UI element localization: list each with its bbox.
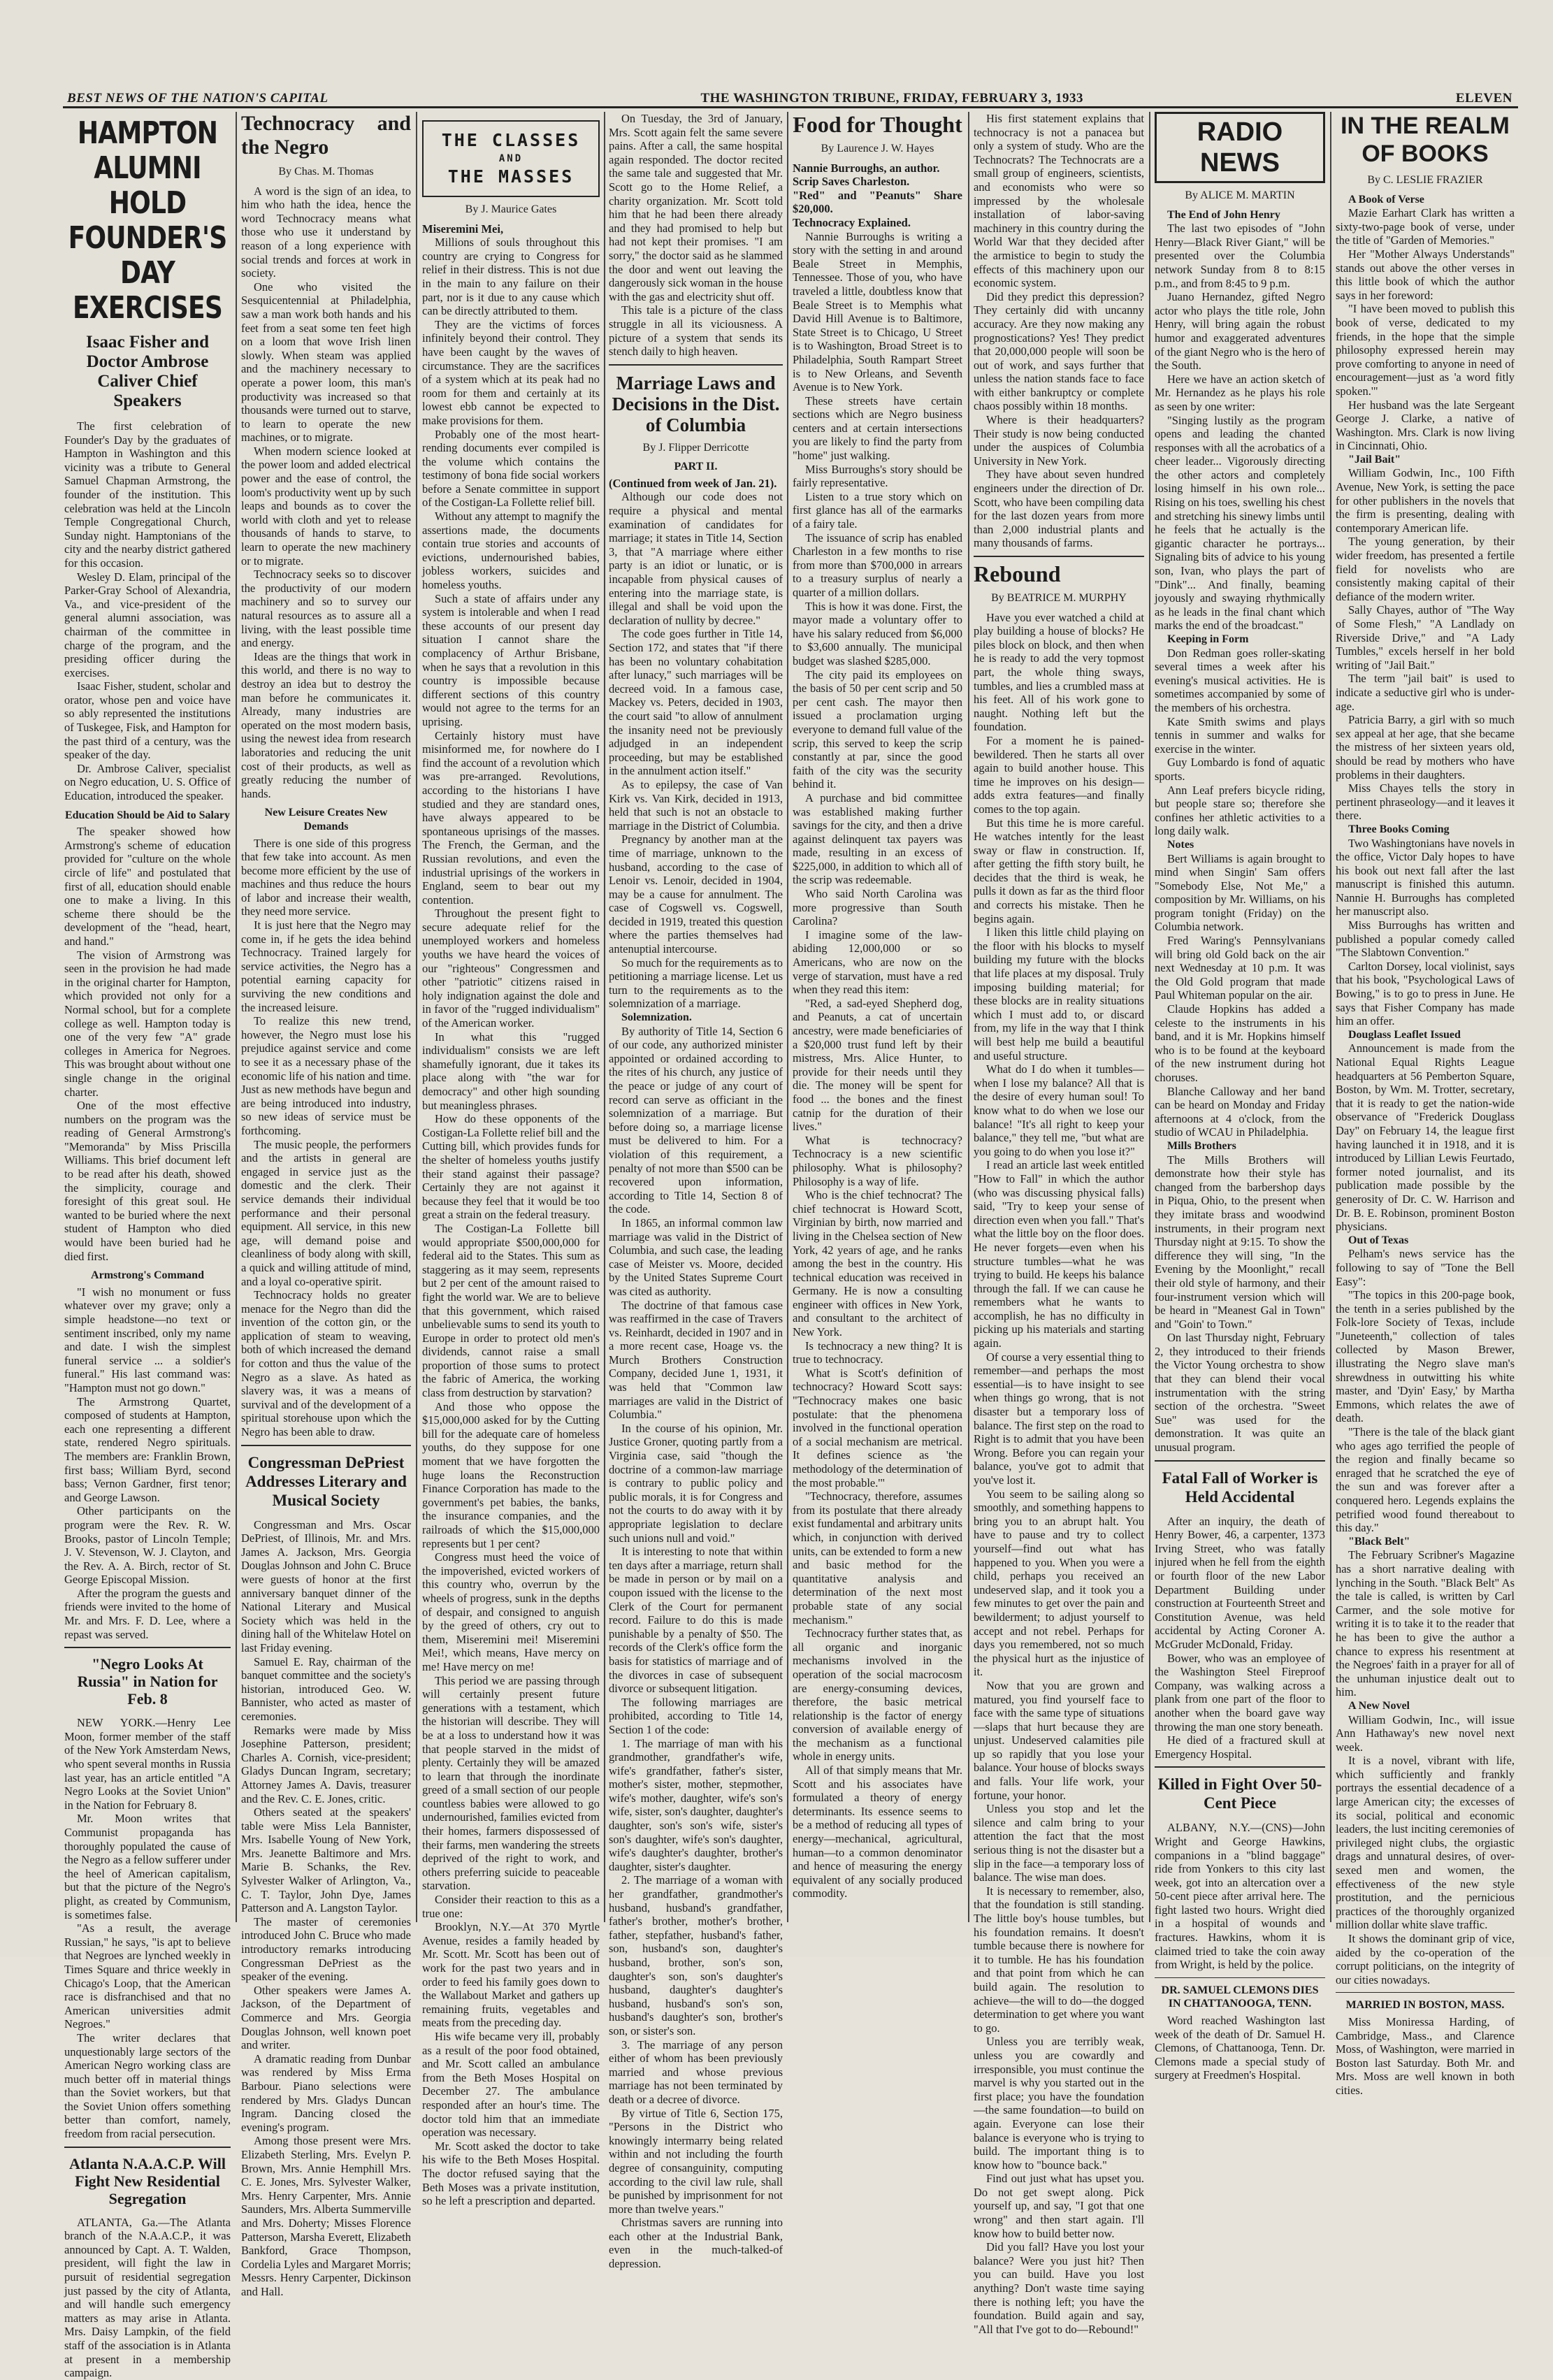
paragraph: His first statement explains that technocracy is not a panacea but only a system of study. Who are the Technocrats? The Technocrats are a small group of engineers, scientists, and economists who were so impressed by the wholesale installation of labor-saving machinery in this country during the World War that they decided after the armistice to begin to study the effects of this machinery upon our economic system. (974, 112, 1144, 290)
paragraph: Did they predict this depression? They certainly did with uncanny accuracy. Are they now making any prognostications? Yes! They predict that 20,000,000 people will soon be out of work, and says further that unless the nation stands face to face with either bankruptcy or complete chaos possibly within 18 months. (974, 289, 1144, 413)
paragraph: On Tuesday, the 3rd of January, Mrs. Scott again felt the same severe pains. After a call, the same hospital again responded. The doctor recited the same tale and suggested that Mr. Scott go to the Home Relief, a charity organization. Mr. Scott told him that he had been there already and they had promised to help but had not kept their promises. "I am sorry," the doctor said as he slammed the door and went out leaving the dangerously sick woman in the house with the gas and electricity shut off. (609, 112, 783, 303)
paragraph: Probably one of the most heart-rending documents ever compiled is the volume which contains the testimony of bona fide social workers before a Senate committee in support of the Costigan-La Follette relief bill. (422, 427, 600, 510)
paragraph: The young generation, by their wider freedom, has presented a fertile field for novelists who are consistently making capital of their defiance of the modern writer. (1336, 535, 1515, 603)
paragraph: Samuel E. Ray, chairman of the banquet committee and the society's historian, introduced Geo. W. Bannister, who acted as master of ceremonies. (241, 1654, 411, 1723)
column-rule (968, 112, 969, 1922)
paragraph: It shows the dominant grip of vice, aided by the co-operation of the corrupt politicians, on the integrity of our cities nowadays. (1336, 1932, 1515, 1986)
column-hampton (64, 112, 231, 2380)
paragraph: There is one side of this progress that few take into account. As men become more efficient by the use of machines and thus reduce the hours of labor and increase their wealth, they need more service. (241, 836, 411, 918)
paragraph: I liken this little child playing on the floor with his blocks to myself building my future with the blocks that life places at my disposal. Truly imposing building material; for these blocks are in reality situations which I must add to, or discard from, my life in the way that I think will best help me build a beautiful and useful structure. (974, 925, 1144, 1062)
section-title: New Leisure Creates New Demands (264, 807, 388, 832)
paragraph: Her husband was the late Sergeant George J. Clarke, a native of Washington. Mrs. Clark is now living in Cincinnati, Ohio. (1336, 398, 1515, 453)
paragraph: It is interesting to note that within ten days after a marriage, return shall be made in person or by mail on a coupon issued with the license to the Clerk of the Court for permanent record. Failure to do this is made punishable by a penalty of $50. The records of the Clerk's office form the basis for statistics of marriage and of the divorces in case of subsequent divorce or subsequent litigation. (609, 1545, 783, 1696)
paragraph: Unless you stop and let the silence and calm bring to your attention the fact that the most serious thing is not the disaster but a slip in the face—a temporary loss of balance. The wise man does. (974, 1802, 1144, 1884)
subhead-hampton: Isaac Fisher and Doctor Ambrose Caliver Chief Speakers (86, 333, 209, 410)
byline: By J. Maurice Gates (465, 203, 557, 215)
headline-and: AND (498, 153, 523, 164)
paragraph: The following marriages are prohibited, according to Title 14, Section 1 of the code: (609, 1695, 783, 1736)
paragraph: But this time he is more careful. He watches intently for the least sway or flaw in construction. If, after getting the fifth story built, he decides that the third is weak, he pulls it down as far as the third floor and corrects his mistake. Then he begins again. (974, 816, 1144, 925)
paragraph: He died of a fractured skull at Emergency Hospital. (1155, 1733, 1325, 1761)
paragraph: The Armstrong Quartet, composed of students at Hampton, each one representing a different state, rendered Negro spirituals. The members are: Franklin Brown, first bass; William Byrd, second bass; Vernon Gardner, first tenor; and George Lawson. (64, 1394, 231, 1504)
divider (974, 556, 1144, 557)
paragraph: Certainly history must have misinformed me, for nowhere do I find the account of a revolution which was pre-arranged. Revolutions, according to the historians I have studied and they are standard ones, have always appeared to be spontaneous uprisings of the masses. The French, the German, and the Russian revolutions, and even the industrial uprisings of the workers in England, seem to bear out my contention. (422, 728, 600, 907)
column-rule (1149, 112, 1150, 1922)
paragraph: Bower, who was an employee of the Washington Steel Fireproof Company, was walking across a plank from one part of the floor to another when the board gave way throwing the man one story beneath. (1155, 1651, 1325, 1733)
paragraph: The master of ceremonies introduced John C. Bruce who made introductory remarks introducing Congressman DePriest as the speaker of the evening. (241, 1914, 411, 1984)
paragraph: Is technocracy a new thing? It is true to technocracy. (793, 1339, 962, 1366)
column-classes-masses (422, 112, 600, 2208)
paragraph: Who is the chief technocrat? The chief technocrat is Howard Scott, Virginian by birth, now married and living in the Chelsea section of New York, 42 years of age, and he ranks among the best in the country. His technical education was received in Germany. He is now a consulting engineer with offices in New York, and consultant to the architect of New York. (793, 1188, 962, 1339)
paragraph: In 1865, an informal common law marriage was valid in the District of Columbia, and such case, the leading case of Meister vs. Moore, decided by the United States Supreme Court was cited as authority. (609, 1216, 783, 1298)
masthead-center: THE WASHINGTON TRIBUNE, FRIDAY, FEBRUARY 3, 1933 (700, 91, 1083, 106)
article-body-hampton (64, 419, 231, 1641)
paragraph: The doctrine of that famous case was reaffirmed in the case of Travers vs. Reinhardt, decided in 1907 and in a more recent case, Hoage vs. the Murch Brothers Construction Company, decided June 1, 1931, it was held that "Common law marriages are valid in the District of Columbia." (609, 1298, 783, 1422)
section-title: Solemnization. (621, 1011, 692, 1024)
paragraph: The vision of Armstrong was seen in the provision he had made in the original charter for Hampton, which provided not only for a Normal school, but for a complete college as well. Hampton today is one of the very few "A" grade colleges in America for Negroes. This was brought about without one single change in the original charter. (64, 948, 231, 1099)
paragraph: Bert Williams is again brought to mind when Singin' Sam offers "Somebody Else, Not Me," a composition by Mr. Williams, on his program tonight (Friday) on the Columbia network. (1155, 851, 1325, 934)
byline: By Laurence J. W. Hayes (821, 143, 934, 154)
paragraph: Although our code does not require a physical and mental examination of candidates for marriage; it states in Title 14, Section 3, that "A marriage where either party is an idiot or lunatic, or is incapable from physical causes of entering into the marriage state, is illegal and shall be void upon the declaration of nullity by decree." (609, 490, 783, 627)
page-number: ELEVEN (1455, 91, 1512, 106)
paragraph: This tale is a picture of the class struggle in all its viciousness. A picture of a system that sends its stench daily to high heaven. (609, 303, 783, 359)
section-title: Three Books Coming (1348, 823, 1450, 835)
headline-technocracy: Technocracy and the Negro (241, 112, 411, 159)
paragraph: The first celebration of Founder's Day by the graduates of Hampton in Washington and this vicinity was a tribute to General Samuel Chapman Armstrong, the founder of the institution. This celebration was held at the Lincoln Temple Congregational Church, Sunday night. Hamptonians of the city and the nearby district gathered for this occasion. (64, 419, 231, 570)
paragraph: Such a state of affairs under any system is intolerable and when I read these accounts of our present day situation I cannot share the complacency of Arthur Brisbane, when he says that a revolution in this country is impossible because different sections of this country would not agree to the terms for an uprising. (422, 591, 600, 728)
headline-line: THE MASSES (447, 166, 575, 187)
paragraph: Christmas savers are running into each other at the Industrial Bank, even in the much-talked-of depression. (609, 2216, 783, 2271)
paragraph: Of course a very essential thing to remember—and perhaps the most essential—is to have insight to see when things go wrong, that is not disaster but a temporary loss of balance. The first step on the road to Right is to admit that you have been Wrong. Before you can regain your balance, you've got to admit that you've lost it. (974, 1350, 1144, 1487)
lead-item: "Red" and "Peanuts" Share $20,000. (793, 188, 962, 216)
section-title: Douglass Leaflet Issued (1348, 1028, 1461, 1041)
paragraph: Miss Chayes tells the story in pertinent phraseology—and it leaves it there. (1336, 781, 1515, 823)
paragraph: "The topics in this 200-page book, the tenth in a series published by the Folk-lore Society of Texas, include "Juneteenth," collection of tales collected by Mason Brewer, illustrating the Negro slave man's shrewdness in outwitting his white master, and 'Dyin' Easy,' by Martha Emmons, which relates the awe of death. (1336, 1288, 1515, 1425)
paragraph: "As a result, the average Russian," he says, "is apt to believe that Negroes are lynched weekly in Times Square and thrice weekly in Chicago's Loop, that the American race is disfranchised and that no American universities admit Negroes." (64, 1921, 231, 2031)
paragraph: Millions of souls throughout this country are crying to Congress for relief in their distress. This is not due in the main to any failure on their part, nor is it due to any cause which can be directly attributed to them. (422, 236, 600, 318)
headline-rebound: Rebound (974, 561, 1061, 586)
part-label: PART II. (674, 461, 718, 473)
paragraph: "Red, a sad-eyed Shepherd dog, and Peanuts, a cat of uncertain ancestry, were made beneficiaries of a $20,000 trust fund left by their mistress, Mrs. Alice Hunter, to provide for their needs until they die. The money will be spent for food ... the bones and the finest catnip for the duration of their lives." (793, 996, 962, 1134)
paragraph: In what this "rugged individualism" consists we are left shamefully ignorant, due it takes its place along with "the war for democracy" and other high sounding but meaningless phrases. (422, 1030, 600, 1112)
paragraph: Among those present were Mrs. Elizabeth Sterling, Mrs. Evelyn P. Brown, Mrs. Annie Hemphill Mrs. C. E. Jones, Mrs. Sylvester Walker, Mrs. Henry Carpenter, Mrs. Annie Saunders, Mrs. Alberta Summerville and Mrs. Doherty; Misses Florence Patterson, Marsha Everett, Elizabeth Bankford, Grace Thompson, Cordelia Lyles and Margaret Morris; Messrs. Henry Carpenter, Dickinson and Hall. (241, 2134, 411, 2298)
paragraph: Guy Lombardo is fond of aquatic sports. (1155, 756, 1325, 783)
paragraph: Have you ever watched a child at play building a house of blocks? He piles block on block, and then when he is ready to add the very topmost part, the whole thing sways, tumbles, and lies a crumbled mass at his feet. All of his work gone to naught. Nothing left but the foundation. (974, 610, 1144, 734)
column-rule (1330, 112, 1331, 1922)
section-title: The End of John Henry (1167, 208, 1280, 221)
paragraph: One of the most effective numbers on the program was the reading of General Armstrong's "Memoranda" by Miss Priscilla Williams. This brief document left to be read after his death, showed the simplicity, courage and foresight of this great soul. He wanted to be buried where the next student of Hampton who died would have been buried had he died first. (64, 1099, 231, 1263)
paragraph: The city paid its employees on the basis of 50 per cent scrip and 50 per cent cash. The mayor then issued a proclamation urging everyone to demand full value of the scrip, this served to keep the scrip constantly at par, since the good faith of the city was the security behind it. (793, 668, 962, 791)
paragraph: "There is the tale of the black giant who ages ago terrified the people of the region and finally became so enraged that he scratched the eye of the sun and was forever after a conquered hero. Legends explains the petrified wood found thereabout to this day." (1336, 1425, 1515, 1535)
paragraph: NEW YORK.—Henry Lee Moon, former member of the staff of the New York Amsterdam News, who spent several months in Russia last year, has an article entitled "A Negro Looks at the Soviet Union" in the Nation for February 8. (64, 1716, 231, 1812)
paragraph: Wesley D. Elam, principal of the Parker-Gray School of Alexandria, Va., and vice-president of the general alumni association, was chairman of the committee in charge of the program, and the presiding officer during the exercises. (64, 570, 231, 679)
column-rule (236, 112, 237, 1922)
paragraph: In the course of his opinion, Mr. Justice Groner, quoting partly from a Virginia case, said "though the doctrine of a common-law marriage is contrary to public policy and public morals, it is for Congress and not the courts to do away with it by appropriate legislation to declare such unions null and void." (609, 1421, 783, 1545)
divider (64, 1647, 231, 1648)
divider (241, 1445, 411, 1446)
paragraph: Without any attempt to magnify the assertions made, the documents contain true stories and accounts of evictions, undernourished babies, jobless workers, suicides and homeless youths. (422, 510, 600, 592)
paragraph: It is just here that the Negro may come in, if he gets the idea behind Technocracy. Trained largely for service activities, the Negro has a potential earning capacity for surviving the new conditions and the increased leisure. (241, 918, 411, 1014)
paragraph: Mr. Moon writes that Communist propaganda has thoroughly populated the cause of the Negro as a fellow sufferer under the heel of American capitalism, but that the picture of the Negro's plight, as created by Communism, is sometimes false. (64, 1812, 231, 1921)
paragraph: Pelham's news service has the following to say of "Tone the Bell Easy": (1336, 1247, 1515, 1288)
byline: By J. Flipper Derricotte (642, 441, 749, 454)
lead-item: Nannie Burroughs, an author. (793, 161, 940, 175)
divider (1155, 1977, 1325, 1978)
headline-line: THE CLASSES (441, 130, 581, 150)
paragraph: The Costigan-La Follette bill would appropriate $500,000,000 for federal aid to the States. This sum as staggering as it may seem, represents but 2 per cent of the amount raised to fight the world war. We are to believe that this government, which raised unbelievable sums to send its youth to Europe in order to protect old men's dividends, cannot raise a small proportion of those sums to protect the fabric of America, the working class from destruction by starvation? (422, 1221, 600, 1400)
paragraph: On last Thursday night, February 2, they introduced to their friends the Victor Young orchestra to show that they can blend their vocal instrumentation with the string section of the orchestra. "Sweet Sue" was used for the demonstration. It was quite an unusual program. (1155, 1331, 1325, 1455)
dateline: Miseremini Mei, (422, 222, 504, 236)
paragraph: The term "jail bait" is used to indicate a seductive girl who is under-age. (1336, 672, 1515, 713)
section-title: Mills Brothers (1167, 1139, 1236, 1152)
paragraph: ALBANY, N.Y.—(CNS)—John Wright and George Hawkins, companions in a "blind baggage" ride from Yonkers to this city last week, got into an altercation over a 50-cent piece after arrival here. The fight lasted two hours. Wright died in a hospital of wounds and fractures. Hawkins, whom it is claimed tried to take the coin away from Wright, is held by the police. (1155, 1821, 1325, 1972)
paragraph: And those who oppose the $15,000,000 asked for by the Cutting bill for the adequate care of homeless youths, do they suppose for one moment that we have forgotten the huge loans the Reconstruction Finance Corporation has made to the government's pet babies, the banks, the insurance companies, and the railroads of which the $15,000,000 represents but 1 per cent? (422, 1399, 600, 1550)
paragraph: Did you fall? Have you lost your balance? Were you just hit? Then you can build. Have you lost anything? Don't waste time saying there is nothing left; you have the foundation. Build again and say, "All that I've got to do—Rebound!" (974, 2240, 1144, 2336)
paragraph: "I wish no monument or fuss whatever over my grave; only a simple headstone—no text or sentiment inscribed, only my name and date. I wish the simplest funeral service ... a soldier's funeral." His last command was: "Hampton must not go down." (64, 1285, 231, 1394)
paragraph: It is a novel, vibrant with life, which sufficiently and frankly portrays the essential decadence of a large American city; the excesses of its social, political and economic leaders, the lust inciting ceremonies of privileged night clubs, the orgiastic drags and unnatural desires, of over-sexed men and women, the effectiveness of the new style prostitution, and the pernicious practices of the thoroughly organized million dollar white slave traffic. (1336, 1754, 1515, 1932)
headline-radio-news: RADIO NEWS (1155, 112, 1325, 183)
paragraph: Technocracy further states that, as all organic and inorganic mechanisms involved in the operation of the social macrocosm are energy-consuming devices, therefore, the basic metrical relationship is the factor of energy conversion of available energy of the mechanism as a functional whole in energy units. (793, 1627, 962, 1764)
paragraph: Others seated at the speakers' table were Miss Lela Bannister, Mrs. Isabelle Young of New York, Mrs. Jeanette Baltimore and Mrs. Marie B. Schanks, the Rev. Sylvester Walker of Arlington, Va., C. T. Taylor, John Dye, James Patterson and A. Langston Taylor. (241, 1805, 411, 1915)
paragraph: Technocracy holds no greater menace for the Negro than did the invention of the cotton gin, or the application of steam to weaving, both of which increased the demand for cotton and thus the value of the Negro as a slave. As hated as slavery was, it was a means of survival and of the development of a spiritual storehouse upon which the Negro has been able to draw. (241, 1288, 411, 1439)
paragraph: The speaker showed how Armstrong's scheme of education provided for "culture on the whole circle of life" and postulated that first of all, education should enable one to make a living. In this scheme there should be the development of the "head, heart, and hand." (64, 825, 231, 948)
paragraph: Announcement is made from the National Equal Rights League headquarters at 56 Pemberton Square, Boston, by Wm. M. Trotter, secretary, that it is ready to get the nation-wide observance of "Frederick Douglass Day" on February 14, the league first having launched it in 1918, and it is introduced by Lillian Lewis Feurtado, former noted journalist, and its publication made possible by the generosity of Dr. C. W. Harrison and Dr. B. E. Robinson, prominent Boston physicians. (1336, 1041, 1515, 1234)
paragraph: I read an article last week entitled "How to Fall" in which the author (who was discussing physical falls) said, "Try to keep your sense of direction even when you fall." That's what the little boy on the floor does. He never forgets—even when his structure tumbles—what he was trying to build. He keeps his balance through the fall. If we can cause he remembers what he wants to accomplish, he has no difficulty in picking up his materials and starting again. (974, 1158, 1144, 1350)
paragraph: They are the victims of forces infinitely beyond their control. They have been caught by the waves of circumstance. They are the sacrifices of a system which at its peak had no room for them and certainly at its lowest ebb cannot be expected to make provisions for them. (422, 317, 600, 427)
section-title: Armstrong's Command (91, 1269, 204, 1282)
paragraph: Brooklyn, N.Y.—At 370 Myrtle Avenue, resides a family headed by Mr. Scott. Mr. Scott has been out of work for the past two years and in order to feed his family goes down to the Wallabout Market and gathers up remaining fruits, vegetables and meats from the preceding day. (422, 1920, 600, 2030)
paragraph: One who visited the Sesquicentennial at Philadelphia, saw a man work both hands and his feet from a seat some ten feet high on a loom that wove Irish linen slowly. When steam was applied and the machinery necessary to operate a power loom, this man's productivity was increased so that thousands were turned out to starve, to learn to operate the new machines, or to migrate. (241, 280, 411, 445)
paragraph: Technocracy seeks so to discover the productivity of our modern machinery and so to survey our natural resources as to assure all a living, with the least possible time and energy. (241, 568, 411, 650)
paragraph: What is technocracy? Technocracy is a new scientific philosophy. What is philosophy? Philosophy is a way of life. (793, 1133, 962, 1188)
paragraph: All of that simply means that Mr. Scott and his associates have formulated a theory of energy determinants. Its essence seems to be a method of reducing all types of energy—mechanical, agricultural, human—to a common denominator and hence of measuring the energy equivalent of any socially produced commodity. (793, 1764, 962, 1901)
paragraph: Claude Hopkins has added a celeste to the instruments in his band, and it is Mr. Hopkins himself who is to be found at the keyboard of the new instrument during hot choruses. (1155, 1002, 1325, 1084)
top-rule (63, 106, 1518, 108)
headline-classes-masses (422, 120, 600, 197)
paragraph: His wife became very ill, probably as a result of the poor food obtained, and Mr. Scott called an ambulance from the Beth Moses Hospital on December 27. The ambulance responded after an hour's time. The doctor told him that an immediate operation was necessary. (422, 2029, 600, 2140)
paragraph: Carlton Dorsey, local violinist, says that his book, "Psychological Laws of Bowing," is to go to press in June. He says that Fisher Company has made him an offer. (1336, 959, 1515, 1028)
divider (1155, 1460, 1325, 1462)
paragraph: Consider their reaction to this as a true one: (422, 1893, 600, 1920)
paragraph: Who said North Carolina was more progressive than South Carolina? (793, 887, 962, 928)
paragraph: The Mills Brothers will demonstrate how their style has changed from the barbershop days in Piqua, Ohio, to the present when they imitate brass and woodwind instruments, in their program next Thursday night at 9:15. To show the difference they will sing, "In the Evening by the Moonlight," recall their old style of harmony, and their four-instrument version which will be heard in "Meanest Gal in Town" and "Goin' to Town." (1155, 1153, 1325, 1331)
column-rule (604, 112, 605, 1922)
paragraph: Where is their headquarters? Their study is now being conducted under the auspices of Columbia University in New York. (974, 413, 1144, 468)
paragraph: After the program the guests and friends were invited to the home of Mr. and Mrs. F. D. Lee, where a repast was served. (64, 1586, 231, 1641)
column-realm-of-books (1336, 112, 1515, 2097)
paragraph: A dramatic reading from Dunbar was rendered by Miss Erma Barbour. Piano selections were rendered by Mrs. Gladys Duncan Ingram. Dancing closed the evening's program. (241, 2051, 411, 2134)
paragraph: To realize this new trend, however, the Negro must lose his prejudice against service and come to see it as a necessary phase of the economic life of his nation and time. Just as new methods have begun and are being introduced into industry, so new ideas of service must be forthcoming. (241, 1014, 411, 1137)
paragraph: It is necessary to remember, also, that the foundation is still standing. The little boy's house tumbles, but his foundation remains. It doesn't tumble because there is nowhere for it to tumble. He has his foundation and that point from which he can build again. The resolution to achieve—the will to do—the dogged determination to get where you want to go. (974, 1884, 1144, 2035)
paragraph: For a moment he is pained-bewildered. Then he starts all over again to build another house. This time he improves on his design—adds extra features—and finally comes to the top again. (974, 733, 1144, 816)
paragraph: After an inquiry, the death of Henry Bower, 46, a carpenter, 1373 Irving Street, who was fatally injured when he fell from the eighth or fourth floor of the new Labor Department Building under construction at Fourteenth Street and Constitution Avenue, was held accidental by Acting Coroner A. McGruder McDonald, Friday. (1155, 1514, 1325, 1651)
paragraph: The issuance of scrip has enabled Charleston in a few months to rise from more than $700,000 in arrears to a treasury surplus of nearly a quarter of a million dollars. (793, 531, 962, 599)
column-rule (787, 112, 788, 1922)
paragraph: Find out just what has upset you. Do not get swept along. Pick yourself up, and say, "I got that one wrong" and then start again. I'll know how to build better now. (974, 2172, 1144, 2240)
paragraph: Ideas are the things that work in this world, and there is no way to destroy an idea but to destroy the man before he communicates it. Already, many industries are operated on the most modern basis, using the newest idea from research laboratories and reducing the unit cost of their products, as well as greatly reducing the number of hands. (241, 649, 411, 800)
paragraph: Don Redman goes roller-skating several times a week after his evening's musical activities. He is sometimes accompanied by some of the members of his orchestra. (1155, 646, 1325, 714)
divider (64, 2147, 231, 2148)
section-title: Out of Texas (1348, 1234, 1409, 1246)
paragraph: Unless you are terribly weak, unless you are cowardly and irresponsible, you must continue the marvel is why you started out in the first place; you have the foundation—the same foundation—to build on again. Everyone can lose their balance is everyone who is trying to build. The important thing is to know how to "bounce back." (974, 2035, 1144, 2172)
paragraph: By virtue of Title 6, Section 175, "Persons in the District who knowingly intermarry being related within and not including the fourth degree of consanguinity, computing according to the civil law rule, shall be punished by imprisonment for not more than twelve years." (609, 2106, 783, 2216)
running-head (67, 78, 1512, 106)
paragraph: A purchase and bid committee was established making further savings for the city, and then a drive against delinquent tax payers was made, resulting in an excess of $225,000, in addition to which all of the scrip was redeemable. (793, 791, 962, 887)
paragraph: Juano Hernandez, gifted Negro actor who plays the title role, John Henry, will bring again the robust humor and exaggerated adventures of the giant Negro who is the hero of the South. (1155, 290, 1325, 373)
paragraph: Here we have an action sketch of Mr. Hernandez as he plays his role as seen by one writer: (1155, 372, 1325, 413)
paragraph: Congress must heed the voice of the impoverished, evicted workers of this country who, overrun by the wheels of progress, sunk in the depths of despair, and consigned to anguish by the greed of others, cry out to them, Miseremini mei! Miseremini Mei!, which means, Have mercy on me! Have mercy on me! (422, 1550, 600, 1673)
paragraph: "Technocracy, therefore, assumes from its postulate that there already exist fundamental and arbitrary units which, in conjunction with derived units, can be extended to form a new and basic method for the quantitative analysis and determination of the next most probable state of any social mechanism." (793, 1490, 962, 1627)
paragraph: They have about seven hundred engineers under the direction of Dr. Scott, who have been compiling data for the last dozen years from more than 2,000 industrial plants and many thousands of farms. (974, 468, 1144, 550)
paragraph: Two Washingtonians have novels in the office, Victor Daly hopes to have his book out next fall after the last manuscript is finished this autumn. Nannie H. Burroughs has completed her manuscript also. (1336, 836, 1515, 918)
paragraph: Nannie Burroughs is writing a story with the setting in and around Beale Street in Memphis, Tennessee. Those of you, who have traveled a little, doubtless know that Beale Street is to Memphis what David Hill Avenue is to Baltimore, State Street is to Chicago, U Street is to Washington, Broad Street is to Philadelphia, South Rampart Street is to New Orleans, and Seventh Avenue is to New York. (793, 229, 962, 394)
paragraph: "Singing lustily as the program opens and leading the chanted responses with all the acrobatics of a cheer leader... Vigorously directing the other actors and completely losing himself in his own role... Rising on his toes, swelling his chest and stretching his sinewy limbs until he feels that he actually is the gigantic character he portrays... Signaling bits of advice to his young son, Ivan, who plays the part of "Dink"... And finally, beaming joyously and swaying rhythmically as he leads in the final chant which marks the end of the broadcast." (1155, 413, 1325, 633)
paragraph: The writer declares that unquestionably large sectors of the American Negro working class are much better off in material things than the Soviet workers, but that the Soviet Union offers something better than comfort, namely, freedom from racial persecution. (64, 2031, 231, 2141)
column-food-for-thought (793, 112, 962, 1922)
paragraph: This is how it was done. First, the mayor made a voluntary offer to have his salary reduced from $6,000 to $3,600 annually. The municipal budget was slashed $285,000. (793, 599, 962, 668)
paragraph: Other participants on the program were the Rev. R. W. Brooks, pastor of Lincoln Temple; J. V. Stevenson, W. J. Clayton, and the Rev. A. A. Birch, rector of St. George Episcopal Mission. (64, 1504, 231, 1587)
section-title: A New Novel (1348, 1699, 1410, 1712)
headline-married-boston: MARRIED IN BOSTON, MASS. (1345, 1999, 1505, 2012)
paragraph: 1. The marriage of man with his grandmother, grandfather's wife, wife's grandfather, father's sister, mother's sister, mother, stepmother, wife's mother, daughter, wife's son's wife, sister, son's daughter, daughter's daughter, son's son's wife, sister's son's daughter, wife's son's daughter, wife's daughter's daughter, brother's daughter, sister's daughter. (609, 1736, 783, 1873)
headline-realm-of-books: IN THE REALM OF BOOKS (1341, 113, 1510, 167)
paragraph: The last two episodes of "John Henry—Black River Giant," will be presented over the Columbia network Sunday from 8 to 8:15 p.m., and from 8:45 to 9 p.m. (1155, 222, 1325, 290)
paragraph: Ann Leaf prefers bicycle riding, but people stare so; therefore she confines her athletic activities to a long daily walk. (1155, 783, 1325, 838)
headline-depriest: Congressman DePriest Addresses Literary and Musical Society (245, 1453, 407, 1509)
section-title: Education Should be Aid to Salary (64, 809, 231, 821)
paragraph: A word is the sign of an idea, to him who hath the idea, hence the word Technocracy means what those who use it understand by reason of a long experience with social trends and forces at work in society. (241, 184, 411, 280)
column-rebound (974, 112, 1144, 2336)
paragraph: Now that you are grown and matured, you find yourself face to face with the same type of situations—slaps that hurt because they are unjust. Undeserved calamities pile up so rapidly that you lose your balance. Your house of blocks sways and falls. Your life work, your fortune, your honor. (974, 1678, 1144, 1802)
section-title: Notes (1167, 838, 1194, 851)
paragraph: I imagine some of the law-abiding 12,000,000 or so Americans, who are now on the verge of starvation, must have a red when they read this item: (793, 928, 962, 997)
divider (1155, 1766, 1325, 1768)
paragraph: Her "Mother Always Understands" stands out above the other verses in this little book of which the author says in her foreword: (1336, 247, 1515, 302)
divider (1336, 1992, 1515, 1993)
paragraph: Blanche Calloway and her band can be heard on Monday and Friday afternoons at 4 o'clock, from the studio of WCAU in Philadelphia. (1155, 1084, 1325, 1139)
column-radio-news (1155, 112, 1325, 2082)
paragraph: Word reached Washington last week of the death of Dr. Samuel H. Clemons, of Chattanooga, Tenn. Dr. Clemons made a special study of surgery at Freedmen's Hospital. (1155, 2014, 1325, 2082)
headline-russia: "Negro Looks At Russia" in Nation for Feb. 8 (77, 1655, 218, 1708)
paragraph: Mr. Scott asked the doctor to take his wife to the Beth Moses Hospital. The doctor refused saying that the Beth Moses was a private institution, so he left a prescription and departed. (422, 2139, 600, 2208)
paragraph: This period we are passing through will certainly present future generations with a testament, which the historian will describe. They will be at a loss to understand how it was that people starved in the midst of plenty. Certainly they will be amazed to learn that through the inordinate greed of a small section of our people countless babies were allowed to go undernourished, families evicted from their homes, farmers dispossessed of their farms, men wandering the streets deprived of the right to work, and others preferring suicide to peaceable starvation. (422, 1673, 600, 1893)
paragraph: Fred Waring's Pennsylvanians will bring old Gold back on the air next Wednesday at 10 p.m. It was the Old Gold program that made Paul Whiteman popular on the air. (1155, 934, 1325, 1002)
divider (609, 364, 783, 366)
paragraph: By authority of Title 14, Section 6 of our code, any authorized minister appointed or ordained according to the rites of his church, any justice of the peace or judge of any court of record can serve as officiant in the solemnization of a marriage. But before doing so, a marriage license must be delivered to him. For a violation of this requirement, a penalty of not more than $500 can be recovered upon information, according to Title 14, Section 8 of the code. (609, 1024, 783, 1216)
byline: By C. LESLIE FRAZIER (1367, 174, 1483, 186)
paragraph: Patricia Barry, a girl with so much sex appeal at her age, that she became the mistress of her sixteen years old, should be read by mothers who have problems in their daughters. (1336, 713, 1515, 781)
paragraph: Miss Burroughs's story should be fairly representative. (793, 462, 962, 490)
lead-item: Technocracy Explained. (793, 215, 911, 229)
paragraph: These streets have certain sections which are Negro business centers and at certain intersections you are likely to find the party from "home" just walking. (793, 394, 962, 463)
paragraph: Isaac Fisher, student, scholar and orator, whose pen and voice have so ably represented the institutions of Tuskegee, Fisk, and Hampton for the past third of a century, was the speaker of the day. (64, 679, 231, 762)
paragraph: You seem to be sailing along so smoothly, and something happens to bring you to an abrupt halt. You have to pause and try to collect yourself—find out what has happened to you. When you were a child, perhaps you received an undeserved slap, and it took you a few minutes to get over the pain and bewilderment; to adjust yourself to accept and not rebel. Perhaps for days you remembered, not so much the physical hurt as the injustice of it. (974, 1487, 1144, 1679)
paragraph: When modern science looked at the power loom and added electrical power and the ease of control, the loom's productivity went up by such leaps and bounds as to cover the world with cloth and yet to release thousands of hands to starve, to learn to operate the new machinery or to migrate. (241, 444, 411, 568)
byline: By Chas. M. Thomas (278, 166, 374, 178)
masthead-left: BEST NEWS OF THE NATION'S CAPITAL (67, 91, 328, 106)
paragraph: Throughout the present fight to secure adequate relief for the unemployed workers and homeless youths we have heard the voices of our "righteous" Congressmen and other "patriotic" citizens raised in holy indignation against the dole and in favor of the "rugged individualism" of the American worker. (422, 907, 600, 1030)
paragraph: William Godwin, Inc., will issue Ann Hathaway's new novel next week. (1336, 1712, 1515, 1754)
paragraph: Listen to a true story which on first glance has all of the earmarks of a fairy tale. (793, 489, 962, 531)
paragraph: What is Scott's definition of technocracy? Howard Scott says: "Technocracy makes one basic postulate: that the phenomena involved in the functional operation of a social mechanism are metrical. It defines science as 'the methodology of the determination of the most probable.'" (793, 1366, 962, 1490)
paragraph: William Godwin, Inc., 100 Fifth Avenue, New York, is setting the pace for other publishers in the novels that the firm is presenting, dealing with contemporary American life. (1336, 466, 1515, 535)
paragraph: Sally Chayes, author of "The Way of Some Flesh," "A Landlady on Riverside Drive," and "A Lady Tumbles," excels herself in her bold writing of "Jail Bait." (1336, 603, 1515, 672)
paragraph: 3. The marriage of any person either of whom has been previously married and whose previous marriage has not been terminated by death or a decree of divorce. (609, 2038, 783, 2106)
paragraph: Kate Smith swims and plays tennis in summer and walks for exercise in the winter. (1155, 714, 1325, 756)
paragraph: The music people, the performers and the artists in general are engaged in service just as the domestic and the clerk. Their service demands their individual performance and their personal equipment. All service, in this new age, will demand poise and cleanliness of body along with skill, a quick and willing attitude of mind, and a loyal co-operative spirit. (241, 1137, 411, 1288)
paragraph: How do these opponents of the Costigan-La Follette relief bill and the Cutting bill, which provides funds for the shelter of homeless youths justify their stand against their passage? Certainly they are not against it because they feel that it would be too great a strain on the federal treasury. (422, 1112, 600, 1222)
section-title: A Book of Verse (1348, 193, 1424, 205)
paragraph: Dr. Ambrose Caliver, specialist on Negro education, U. S. Office of Education, introduced the speaker. (64, 761, 231, 803)
paragraph: So much for the requirements as to petitioning a marriage license. Let us turn to the requirements as to the solemnization of a marriage. (609, 955, 783, 1011)
paragraph: As to epilepsy, the case of Van Kirk vs. Van Kirk, decided in 1913, held that such is not an obstacle to marriage in the District of Columbia. (609, 777, 783, 832)
paragraph: "I have been moved to publish this book of verse, dedicated to my friends, in the hope that the simple philosophy expressed herein may prove comforting to anyone in need of encouragement—just as 'a word fitly spoken.'" (1336, 302, 1515, 398)
byline: By ALICE M. MARTIN (1185, 189, 1295, 201)
paragraph: The code goes further in Title 14, Section 172, and states that "if there has been no voluntary cohabitation after lunacy," such marriages will be decreed void. In a famous case, Mackey vs. Peters, decided in 1903, the court said "to allow of annulment the insanity need not be previously adjudged in an independent proceeding, but may be established in the annulment action itself." (609, 627, 783, 778)
section-title: "Jail Bait" (1348, 453, 1401, 466)
continued-note: (Continued from week of Jan. 21). (609, 476, 777, 490)
byline: By BEATRICE M. MURPHY (991, 592, 1127, 604)
paragraph: Congressman and Mrs. Oscar DePriest, of Illinois, Mr. and Mrs. James A. Jackson, Mrs. Georgia Douglas Johnson and John C. Bruce were guests of honor at the first anniversary banquet dinner of the National Literary and Musical Society which was held in the dining hall of the Whitelaw Hotel on last Friday evening. (241, 1517, 411, 1654)
paragraph: What do I do when it tumbles—when I lose my balance? All that is the desire of every human soul! To know what to do when we lose our balance! "It's all right to keep your balance," they tell me, "but what are you going to do when you lose it?" (974, 1062, 1144, 1158)
paragraph: Other speakers were James A. Jackson, of the Department of Commerce and Mrs. Georgia Douglas Johnson, well known poet and writer. (241, 1983, 411, 2052)
section-title: "Black Belt" (1348, 1535, 1410, 1548)
paragraph: The February Scribner's Magazine has a short narrative dealing with lynching in the South. "Black Belt" As the tale is called, is written by Carl Carmer, and the sole motive for writing it is to take it to the reader that he has been to give the author a chance to express his resentment at the Negroes' faith in a prayer for all of the unhuman injustice dealt out to him. (1336, 1548, 1515, 1699)
paragraph: Mazie Earhart Clark has written a sixty-two-page book of verse, under the title of "Garden of Memories." (1336, 206, 1515, 247)
column-marriage-laws (609, 112, 783, 2271)
headline-clemons: DR. SAMUEL CLEMONS DIES IN CHATTANOOGA, TENN. (1161, 1984, 1319, 2010)
paragraph: ATLANTA, Ga.—The Atlanta branch of the N.A.A.C.P., it was announced by Capt. A. T. Walden, president, will fight the law in pursuit of residential segregation just passed by the city of Atlanta, and will handle such emergency matters as may arise in Atlanta. Mrs. Daisy Lampkin, of the field staff of the association is in Atlanta at present in a membership campaign. (64, 2215, 231, 2380)
headline-naacp: Atlanta N.A.A.C.P. Will Fight New Residential Segregation (69, 2154, 226, 2207)
paragraph: Remarks were made by Miss Josephine Patterson, president; Charles A. Cornish, vice-president; Gladys Duncan Ingram, secretary; Attorney James A. Davis, treasurer and the Rev. C. E. Jones, critic. (241, 1723, 411, 1805)
column-rule (416, 112, 417, 1922)
headline-fatal-fall: Fatal Fall of Worker is Held Accidental (1162, 1469, 1318, 1506)
column-technocracy (241, 112, 411, 2298)
headline-marriage-laws: Marriage Laws and Decisions in the Dist. of Columbia (612, 372, 780, 435)
headline-food-for-thought: Food for Thought (793, 112, 962, 137)
section-title: Keeping in Form (1167, 633, 1249, 645)
headline-hampton: HAMPTON ALUMNI HOLD FOUNDER'S DAY EXERCISES (68, 115, 227, 326)
paragraph: Miss Moniressa Harding, of Cambridge, Mass., and Clarence Moss, of Washington, were married in Boston last Saturday. Both Mr. and Mrs. Moss are well known in both cities. (1336, 2014, 1515, 2097)
paragraph: Miss Burroughs has written and published a popular comedy called "The Slabtown Convention." (1336, 918, 1515, 960)
headline-killed-fight: Killed in Fight Over 50-Cent Piece (1157, 1775, 1322, 1812)
lead-item: Scrip Saves Charleston. (793, 175, 910, 189)
paragraph: 2. The marriage of a woman with her grandfather, grandmother's husband, husband's grandfather, father's brother, mother's brother, father, stepfather, husband's father, son, husband's son, daughter's husband, brother, son's son, daughter's son, son's daughter's husband, daughter's daughter's husband, husband's son's son, husband's daughter's son, brother's son, or sister's son. (609, 1873, 783, 2038)
paragraph: Pregnancy by another man at the time of marriage, unknown to the husband, according to the case of Lenoir vs. Lenoir, decided in 1904, may be a cause for annulment. The case of Cogswell vs. Cogswell, decided in 1919, treated this question where the parties themselves had antenuptial intercourse. (609, 832, 783, 956)
